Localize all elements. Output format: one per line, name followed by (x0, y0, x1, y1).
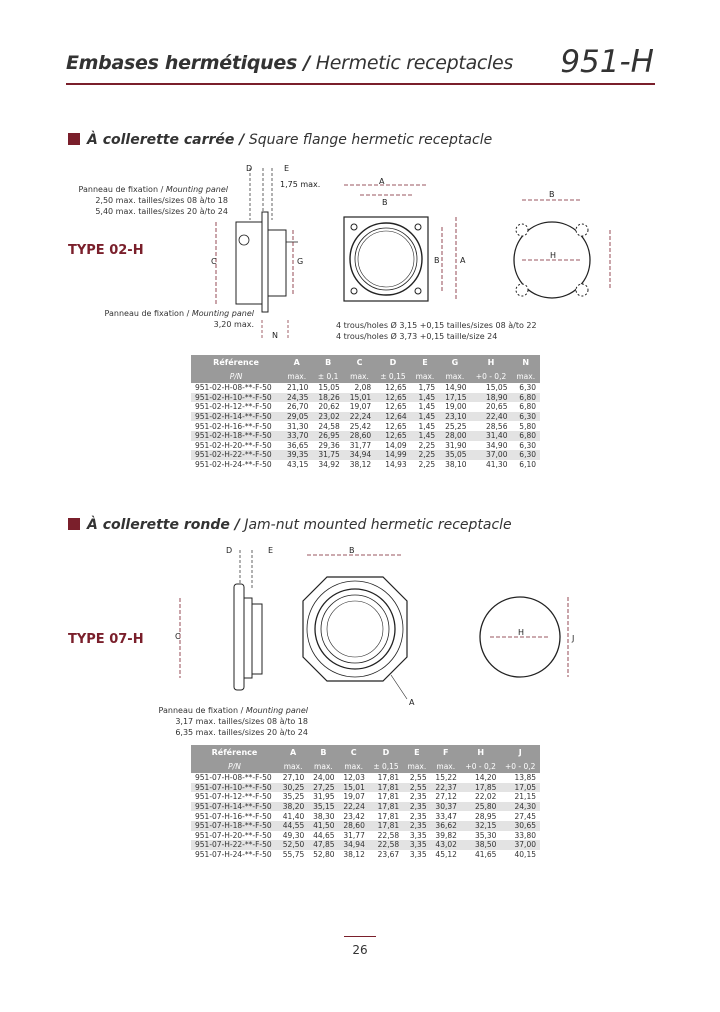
table-cell: 19,07 (349, 402, 372, 412)
table-cell: 41,65 (474, 850, 497, 860)
table-cell: 6,30 (519, 440, 536, 450)
part-number-cell: 951-07-H-22-**-F-50 (191, 840, 278, 850)
table-cell: 49,30 (282, 830, 305, 840)
table-cell: 19,07 (343, 792, 365, 802)
table-cell: 26,70 (286, 402, 309, 412)
table-cell: 17,15 (439, 393, 470, 403)
dim-b3-label: B (349, 546, 355, 555)
dim-b-label: B (382, 198, 388, 207)
table-07h-header (191, 745, 540, 759)
table-cell: 43,02 (431, 840, 461, 850)
table-cell: 31,40 (471, 431, 512, 441)
table-cell: 20,65 (486, 402, 508, 412)
table-cell: 3,35 (409, 850, 427, 860)
series-number: 951-H (560, 44, 654, 80)
part-number-cell: 951-07-H-18-**-F-50 (191, 821, 278, 831)
table-cell: 28,60 (344, 431, 375, 441)
panel-cutout-07h-drawing (468, 585, 578, 695)
th: A (278, 745, 308, 759)
part-number-cell: 951-07-H-20-**-F-50 (195, 830, 272, 840)
table-cell: 17,81 (369, 783, 403, 793)
table-07h (191, 745, 540, 859)
table-row (191, 802, 540, 812)
th: D (369, 745, 403, 759)
table-cell: 22,24 (339, 802, 369, 812)
table-cell: 23,42 (343, 811, 365, 821)
table-row (191, 773, 540, 783)
table-cell: 2,25 (418, 460, 436, 470)
dim-e-label: E (284, 164, 290, 173)
table-cell: 18,90 (471, 393, 512, 403)
table-cell: 55,75 (282, 850, 305, 860)
table-cell: 24,35 (281, 393, 312, 403)
table-cell: 22,58 (377, 830, 400, 840)
th: J (500, 745, 540, 759)
table-row (191, 783, 540, 793)
table-cell: 23,02 (312, 412, 343, 422)
table-cell: 18,26 (312, 393, 343, 403)
table-cell: 15,01 (339, 783, 369, 793)
note2-b: Mounting panel (191, 309, 254, 318)
table-cell: 34,92 (318, 460, 340, 470)
table-row (191, 383, 540, 393)
table-row (191, 460, 540, 470)
table-cell: 31,77 (343, 830, 365, 840)
table-row (191, 821, 540, 831)
part-number-cell: 951-02-H-12-**-F-50 (195, 402, 272, 412)
table-cell: 2,35 (403, 802, 430, 812)
table-cell: 38,30 (313, 811, 335, 821)
part-number-cell: 951-07-H-16-**-F-50 (195, 811, 272, 821)
note1-d: 5,40 max. tailles/sizes 20 à/to 24 (95, 207, 228, 216)
table-cell: 20,62 (318, 402, 340, 412)
part-number-cell: 951-07-H-10-**-F-50 (191, 783, 278, 793)
table-cell: 35,30 (474, 830, 497, 840)
table-cell: 14,93 (385, 460, 407, 470)
table-cell: 33,47 (435, 811, 457, 821)
table-cell: 52,50 (278, 840, 308, 850)
table-cell: 29,05 (281, 412, 312, 422)
front-view-jam-nut-drawing (295, 545, 435, 705)
table-cell: 5,80 (519, 421, 536, 431)
table-02h-subheader (191, 369, 540, 383)
note3-b: Mounting panel (245, 706, 308, 715)
table-cell: 28,56 (486, 421, 508, 431)
side-view-02h-drawing (200, 160, 321, 340)
table-cell: 31,77 (349, 440, 372, 450)
table-02h (191, 355, 540, 469)
cutout-h-label: H (550, 251, 557, 260)
table-cell: 38,20 (278, 802, 308, 812)
panel-cutout-02h-drawing (500, 180, 630, 310)
dim-d2-label: D (226, 546, 233, 555)
th-sub: max. (431, 759, 461, 773)
section-title-jam-nut (68, 517, 512, 533)
table-cell: 29,36 (318, 440, 340, 450)
th-sub: ± 0,15 (375, 369, 411, 383)
note3-a: Panneau de fixation / (158, 706, 244, 715)
th-sub: +0 - 0,2 (500, 759, 540, 773)
table-cell: 34,94 (339, 840, 369, 850)
th: Référence (191, 745, 278, 759)
table-cell: 41,50 (308, 821, 338, 831)
part-number-cell: 951-02-H-08-**-F-50 (195, 383, 272, 393)
cutout-j-label: J (572, 634, 575, 643)
table-cell: 14,20 (474, 773, 497, 783)
note1-b: Mounting panel (165, 185, 228, 194)
th: C (339, 745, 369, 759)
section2-title-fr: À collerette ronde / (87, 517, 240, 533)
dim-175-label: 1,75 max. (280, 180, 321, 189)
page-number-rule (344, 936, 376, 937)
table-cell: 3,35 (403, 840, 430, 850)
table-cell: 33,80 (514, 830, 536, 840)
note2-c: 3,20 max. (213, 320, 254, 329)
th-sub: max. (403, 759, 430, 773)
table-cell: 38,12 (349, 460, 372, 470)
table-cell: 15,05 (486, 383, 508, 393)
table-cell: 27,10 (282, 773, 305, 783)
note3-c: 3,17 max. tailles/sizes 08 à/to 18 (175, 717, 308, 726)
table-cell: 6,30 (511, 412, 540, 422)
table-row (191, 831, 540, 841)
table-cell: 38,50 (461, 840, 501, 850)
table-cell: 24,58 (318, 421, 340, 431)
table-row (191, 431, 540, 441)
table-02h-header (191, 355, 540, 369)
table-cell: 17,05 (500, 783, 540, 793)
table-cell: 31,75 (312, 450, 343, 460)
table-row (191, 792, 540, 802)
table-cell: 17,81 (377, 811, 400, 821)
th-sub: max. (439, 369, 470, 383)
section-title-square-flange (68, 132, 492, 148)
th: Référence (191, 355, 281, 369)
table-cell: 30,25 (278, 783, 308, 793)
section1-title-fr: À collerette carrée / (87, 132, 245, 148)
th-sub: P/N (191, 759, 278, 773)
dim-b2-label: B (434, 256, 440, 265)
table-cell: 12,65 (385, 402, 407, 412)
table-cell: 2,35 (403, 821, 430, 831)
holes-note-1: 4 trous/holes Ø 3,15 +0,15 tailles/sizes 08 à/to 22 (336, 321, 537, 330)
table-cell: 38,10 (445, 460, 467, 470)
table-cell: 23,10 (439, 412, 470, 422)
section-bullet-icon (68, 133, 80, 145)
page-title (66, 52, 513, 74)
th: E (411, 355, 439, 369)
table-cell: 17,81 (377, 773, 400, 783)
table-cell: 22,40 (471, 412, 512, 422)
holes-note (336, 320, 537, 342)
table-02h-body (191, 383, 540, 469)
th-sub: P/N (191, 369, 281, 383)
table-cell: 22,24 (344, 412, 375, 422)
front-view-square-flange-drawing (330, 175, 480, 315)
table-cell: 40,15 (514, 850, 536, 860)
table-cell: 1,45 (411, 412, 439, 422)
dim-c2-label: C (175, 632, 181, 641)
th: H (471, 355, 512, 369)
table-row (191, 412, 540, 422)
table-cell: 15,01 (344, 393, 375, 403)
table-cell: 25,80 (461, 802, 501, 812)
table-cell: 28,95 (474, 811, 497, 821)
th: B (308, 745, 338, 759)
dim-n-label: N (272, 331, 278, 340)
th: C (344, 355, 375, 369)
table-cell: 12,64 (375, 412, 411, 422)
table-cell: 38,12 (343, 850, 365, 860)
table-cell: 28,00 (439, 431, 470, 441)
table-cell: 22,58 (369, 840, 403, 850)
table-cell: 27,45 (514, 811, 536, 821)
table-cell: 13,85 (514, 773, 536, 783)
table-cell: 12,65 (375, 431, 411, 441)
table-cell: 24,30 (500, 802, 540, 812)
th: G (439, 355, 470, 369)
th: F (431, 745, 461, 759)
table-cell: 41,30 (486, 460, 508, 470)
holes-note-2: 4 trous/holes Ø 3,73 +0,15 taille/size 24 (336, 332, 498, 341)
table-cell: 43,15 (286, 460, 309, 470)
table-cell: 39,82 (435, 830, 457, 840)
table-row (191, 840, 540, 850)
table-cell: 17,81 (369, 802, 403, 812)
table-cell: 35,25 (282, 792, 305, 802)
table-cell: 39,35 (281, 450, 312, 460)
th-sub: max. (278, 759, 308, 773)
header-rule (66, 83, 655, 85)
table-cell: 2,35 (409, 811, 427, 821)
side-view-07h-drawing (170, 542, 274, 702)
table-cell: 45,12 (435, 850, 457, 860)
table-cell: 34,90 (486, 440, 508, 450)
table-cell: 2,55 (403, 783, 430, 793)
dim-c-label: C (211, 257, 217, 266)
table-cell: 1,45 (411, 431, 439, 441)
table-cell: 2,25 (418, 440, 436, 450)
table-07h-subheader (191, 759, 540, 773)
cutout-b-label: B (549, 190, 555, 199)
table-row (191, 450, 540, 460)
part-number-cell: 951-07-H-08-**-F-50 (195, 773, 272, 783)
table-cell: 6,30 (519, 383, 536, 393)
table-cell: 14,09 (385, 440, 407, 450)
part-number-cell: 951-07-H-24-**-F-50 (195, 850, 272, 860)
th-sub: max. (281, 369, 312, 383)
table-cell: 14,90 (445, 383, 467, 393)
table-cell: 17,81 (377, 792, 400, 802)
th-sub: ± 0,1 (312, 369, 343, 383)
th: E (403, 745, 430, 759)
table-cell: 22,02 (474, 792, 497, 802)
table-cell: 14,99 (375, 450, 411, 460)
table-07h-body (191, 773, 540, 859)
th-sub: ± 0,15 (369, 759, 403, 773)
th-sub: max. (411, 369, 439, 383)
table-cell: 31,95 (313, 792, 335, 802)
table-cell: 35,05 (439, 450, 470, 460)
table-cell: 19,00 (445, 402, 467, 412)
table-cell: 37,00 (500, 840, 540, 850)
part-number-cell: 951-02-H-10-**-F-50 (191, 393, 281, 403)
table-cell: 1,45 (418, 402, 436, 412)
table-cell: 27,12 (435, 792, 457, 802)
table-cell: 31,30 (286, 421, 309, 431)
th-sub: max. (308, 759, 338, 773)
table-cell: 2,35 (409, 792, 427, 802)
part-number-cell: 951-02-H-20-**-F-50 (195, 440, 272, 450)
table-cell: 2,08 (354, 383, 372, 393)
th-sub: max. (344, 369, 375, 383)
table-cell: 3,35 (409, 830, 427, 840)
table-cell: 15,22 (435, 773, 457, 783)
table-cell: 17,81 (369, 821, 403, 831)
table-cell: 6,80 (519, 402, 536, 412)
table-cell: 27,25 (308, 783, 338, 793)
part-number-cell: 951-07-H-14-**-F-50 (191, 802, 278, 812)
table-cell: 36,65 (286, 440, 309, 450)
table-cell: 2,25 (411, 450, 439, 460)
table-cell: 1,45 (411, 393, 439, 403)
table-cell: 12,65 (385, 421, 407, 431)
table-cell: 35,15 (308, 802, 338, 812)
part-number-cell: 951-02-H-24-**-F-50 (195, 460, 272, 470)
table-cell: 32,15 (461, 821, 501, 831)
table-cell: 22,37 (431, 783, 461, 793)
table-cell: 1,45 (418, 421, 436, 431)
table-cell: 25,42 (349, 421, 372, 431)
table-cell: 12,03 (343, 773, 365, 783)
table-cell: 23,67 (377, 850, 400, 860)
table-cell: 47,85 (308, 840, 338, 850)
part-number-cell: 951-07-H-12-**-F-50 (195, 792, 272, 802)
table-row (191, 850, 540, 860)
th: N (511, 355, 540, 369)
table-cell: 37,00 (471, 450, 512, 460)
table-row (191, 811, 540, 821)
note1-a: Panneau de fixation / (78, 185, 164, 194)
dim-g-label: G (297, 257, 304, 266)
table-cell: 30,37 (431, 802, 461, 812)
table-cell: 6,80 (511, 393, 540, 403)
section1-title-en: Square flange hermetic receptacle (248, 132, 493, 148)
cutout-h2-label: H (518, 628, 525, 637)
table-cell: 1,75 (418, 383, 436, 393)
section2-title-en: Jam-nut mounted hermetic receptacle (244, 517, 512, 533)
table-cell: 21,15 (514, 792, 536, 802)
table-cell: 17,85 (461, 783, 501, 793)
table-cell: 21,10 (286, 383, 309, 393)
table-cell: 6,30 (511, 450, 540, 460)
th: H (461, 745, 501, 759)
th: A (281, 355, 312, 369)
table-cell: 15,05 (318, 383, 340, 393)
table-row (191, 402, 540, 412)
part-number-cell: 951-02-H-16-**-F-50 (195, 421, 272, 431)
table-cell: 33,70 (281, 431, 312, 441)
mounting-panel-note-07h (140, 705, 308, 738)
dim-a2-label: A (460, 256, 466, 265)
th-sub: +0 - 0,2 (471, 369, 512, 383)
type-02h-label: TYPE 02-H (68, 243, 144, 258)
note2-a: Panneau de fixation / (104, 309, 190, 318)
table-cell: 30,65 (500, 821, 540, 831)
table-cell: 34,94 (344, 450, 375, 460)
type-07h-label: TYPE 07-H (68, 632, 144, 647)
table-cell: 26,95 (312, 431, 343, 441)
title-fr: Embases hermétiques / (66, 52, 310, 74)
table-cell: 31,90 (445, 440, 467, 450)
dim-e2-label: E (268, 546, 274, 555)
note3-d: 6,35 max. tailles/sizes 20 à/to 24 (175, 728, 308, 737)
table-cell: 41,40 (282, 811, 305, 821)
table-row (191, 421, 540, 431)
note1-c: 2,50 max. tailles/sizes 08 à/to 18 (95, 196, 228, 205)
dim-a-label: A (379, 177, 385, 186)
dim-a3-label: A (409, 698, 415, 707)
table-cell: 2,55 (409, 773, 427, 783)
section-bullet-icon (68, 518, 80, 530)
table-cell: 28,60 (339, 821, 369, 831)
title-en: Hermetic receptacles (315, 52, 514, 74)
table-cell: 36,62 (431, 821, 461, 831)
th-sub: max. (339, 759, 369, 773)
table-cell: 12,65 (375, 393, 411, 403)
th-sub: max. (511, 369, 540, 383)
th: D (375, 355, 411, 369)
table-row (191, 393, 540, 403)
part-number-cell: 951-02-H-22-**-F-50 (191, 450, 281, 460)
table-cell: 6,10 (519, 460, 536, 470)
table-cell: 44,55 (278, 821, 308, 831)
table-row (191, 441, 540, 451)
table-cell: 44,65 (313, 830, 335, 840)
part-number-cell: 951-02-H-14-**-F-50 (191, 412, 281, 422)
page-number: 26 (352, 943, 368, 957)
table-cell: 52,80 (313, 850, 335, 860)
table-cell: 24,00 (313, 773, 335, 783)
th-sub: +0 - 0,2 (461, 759, 501, 773)
th: B (312, 355, 343, 369)
dim-d-label: D (246, 164, 253, 173)
part-number-cell: 951-02-H-18-**-F-50 (191, 431, 281, 441)
table-cell: 25,25 (445, 421, 467, 431)
table-cell: 12,65 (385, 383, 407, 393)
table-cell: 6,80 (511, 431, 540, 441)
